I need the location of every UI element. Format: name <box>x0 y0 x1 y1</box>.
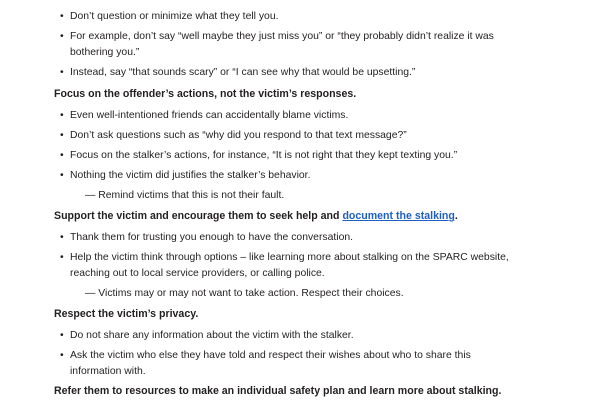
bullet-icon: • <box>60 170 64 181</box>
section-heading-believe <box>54 0 560 1</box>
bullet-icon: • <box>60 252 64 263</box>
list-item: • Nothing the victim did justifies the stalker’s behavior. <box>60 168 560 184</box>
list-item: • For example, don’t say “well maybe they just miss you” or “they probably didn’t realize it was bothering you.” <box>60 31 494 58</box>
document-the-stalking-link[interactable]: document the stalking <box>342 210 455 222</box>
bullet-icon: • <box>60 350 64 361</box>
bullet-icon: • <box>60 330 64 341</box>
sub-item: — Victims may or may not want to take action. Respect their choices. <box>85 288 404 299</box>
list-item: • Help the victim think through options – like learning more about stalking on the SPARC website, reaching out to local service providers, or calling police. <box>60 252 509 279</box>
list-item: • Do not share any information about the victim with the stalker. <box>60 328 560 344</box>
bullet-icon: • <box>60 67 64 78</box>
section-heading-refer: Refer them to resources to make an individual safety plan and learn more about stalking. <box>54 385 502 397</box>
bullet-icon: • <box>60 150 64 161</box>
list-item: • Thank them for trusting you enough to have the conversation. <box>60 230 560 246</box>
section-heading-privacy: Respect the victim’s privacy. <box>54 308 199 320</box>
list-item: • Even well-intentioned friends can accidentally blame victims. <box>60 108 560 124</box>
section-heading-focus: Focus on the offender’s actions, not the victim’s responses. <box>54 88 357 100</box>
list-item: • Ask the victim who else they have told and respect their wishes about who to share this information with. <box>60 350 471 377</box>
list-item: • Don’t ask questions such as “why did you respond to that text message?” <box>60 128 560 144</box>
section-heading-support: Support the victim and encourage them to seek help and document the stalking. <box>54 210 458 222</box>
list-item: • Focus on the stalker’s actions, for instance, “It is not right that they kept texting you.” <box>60 148 560 164</box>
sub-item: — Remind victims that this is not their fault. <box>85 190 285 201</box>
bullet-icon: • <box>60 11 64 22</box>
list-item: • Instead, say “that sounds scary” or “I can see why that would be upsetting.” <box>60 65 560 81</box>
bullet-icon: • <box>60 130 64 141</box>
bullet-icon: • <box>60 110 64 121</box>
list-item: • Don’t question or minimize what they tell you. <box>60 9 560 25</box>
bullet-icon: • <box>60 232 64 243</box>
bullet-icon: • <box>60 31 64 42</box>
